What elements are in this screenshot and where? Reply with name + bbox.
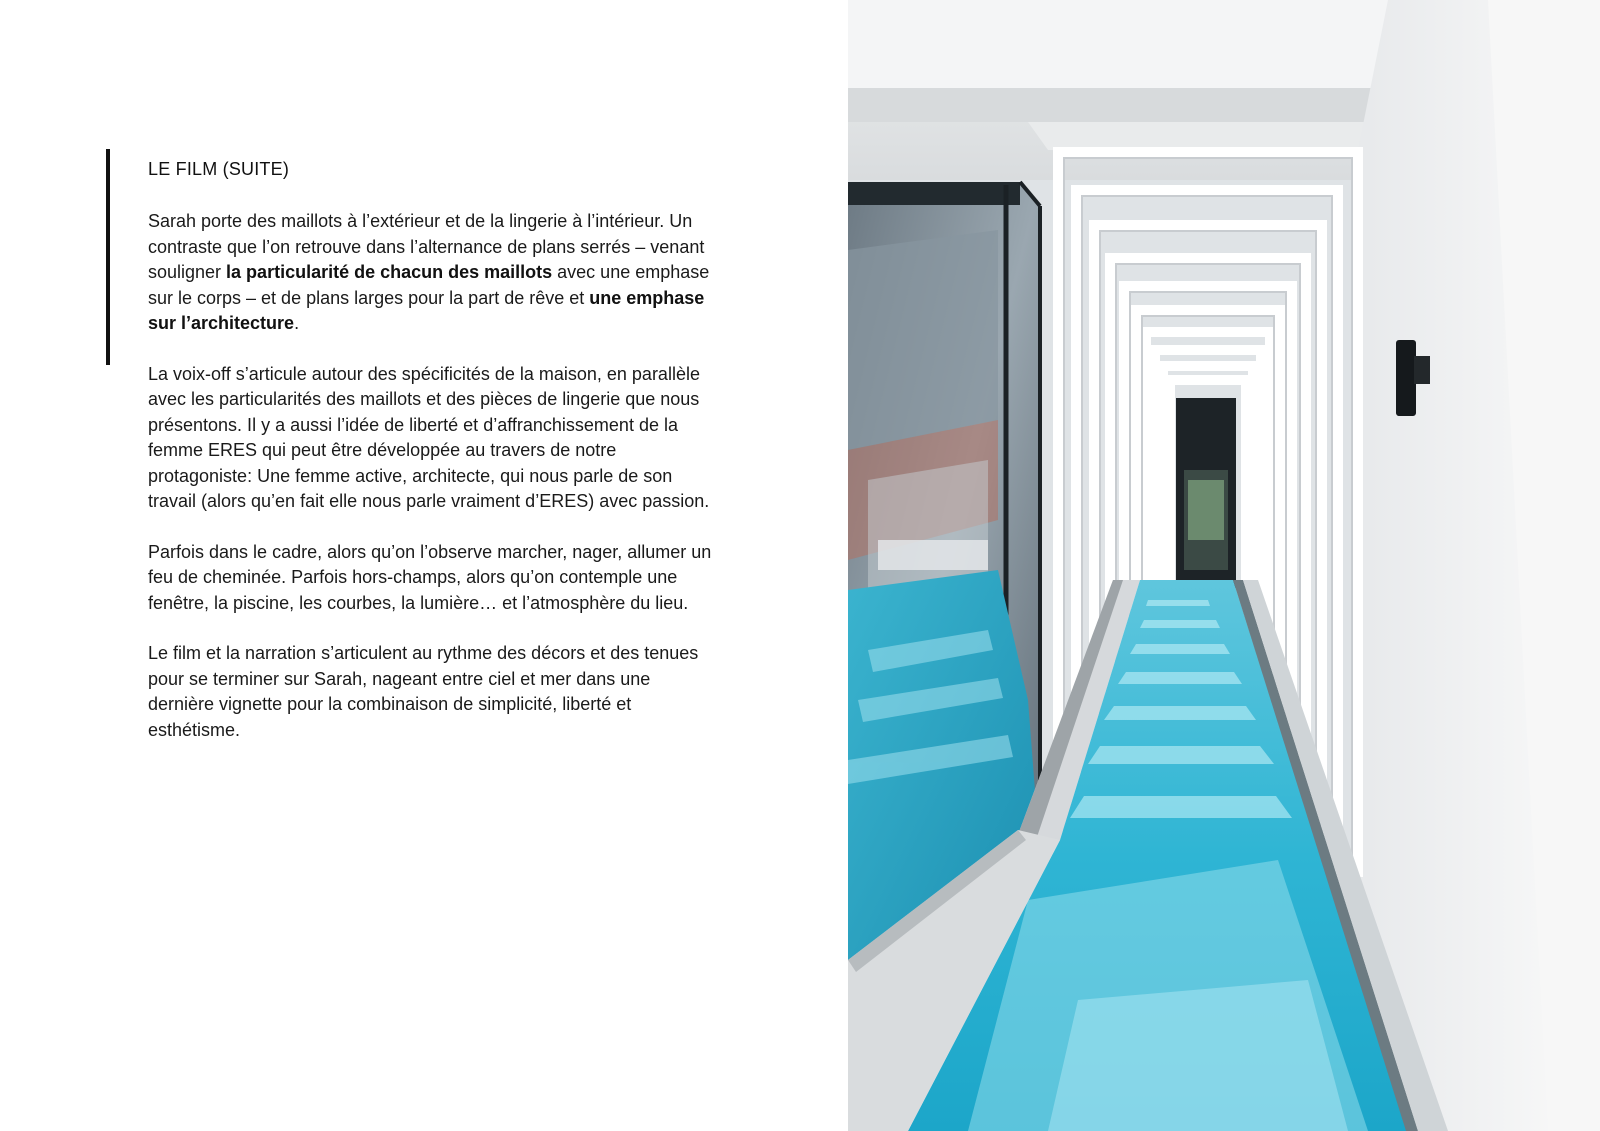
pool-architecture-photo [848,0,1600,1131]
p1-text-1: Sarah porte des maillots à l’extérieur et de la lingerie à l’intérieur. Un contraste que l’on retrouve dans l’alternance de plans serrés – venant souligner [148,211,705,282]
section-title: LE FILM (SUITE) [148,159,290,179]
paragraph-3: Parfois dans le cadre, alors qu’on l’observe marcher, nager, allumer un feu de cheminée. Parfois hors-champs, alors qu’on contemple une fenêtre, la piscine, les courbes, la lumière… et l’atmosphère du lieu. [148,541,712,613]
photo-illustration [848,0,1600,1131]
paragraph-4: Le film et la narration s’articulent au rythme des décors et des tenues pour se terminer sur Sarah, nageant entre ciel et mer dans une dernière vignette pour la combinaison de simplicité, liberté et esthétisme. [148,643,699,740]
p1-bold-2: une emphase sur l’architecture [148,287,705,333]
accent-bar [106,149,110,365]
paragraph-2: La voix-off s’articule autour des spécificités de la maison, en parallèle avec les particularités des maillots et des pièces de lingerie que nous présentons. Il y a aussi l’idée de liberté et d’affranchissement de la femme ERES qui peut être développée au travers de notre protagoniste: Une femme active, architecte, qui nous parle de son travail (alors qu’en fait elle nous parle vraiment d’ERES) avec passion. [148,363,710,511]
paragraph-1 [148,209,718,337]
p1-text-2: avec une emphase sur le corps – et de plans larges pour la part de rêve et [148,262,710,308]
article-content [148,156,718,768]
p1-text-3: . [294,313,300,333]
p1-bold-1: la particularité de chacun des maillots [226,262,553,282]
